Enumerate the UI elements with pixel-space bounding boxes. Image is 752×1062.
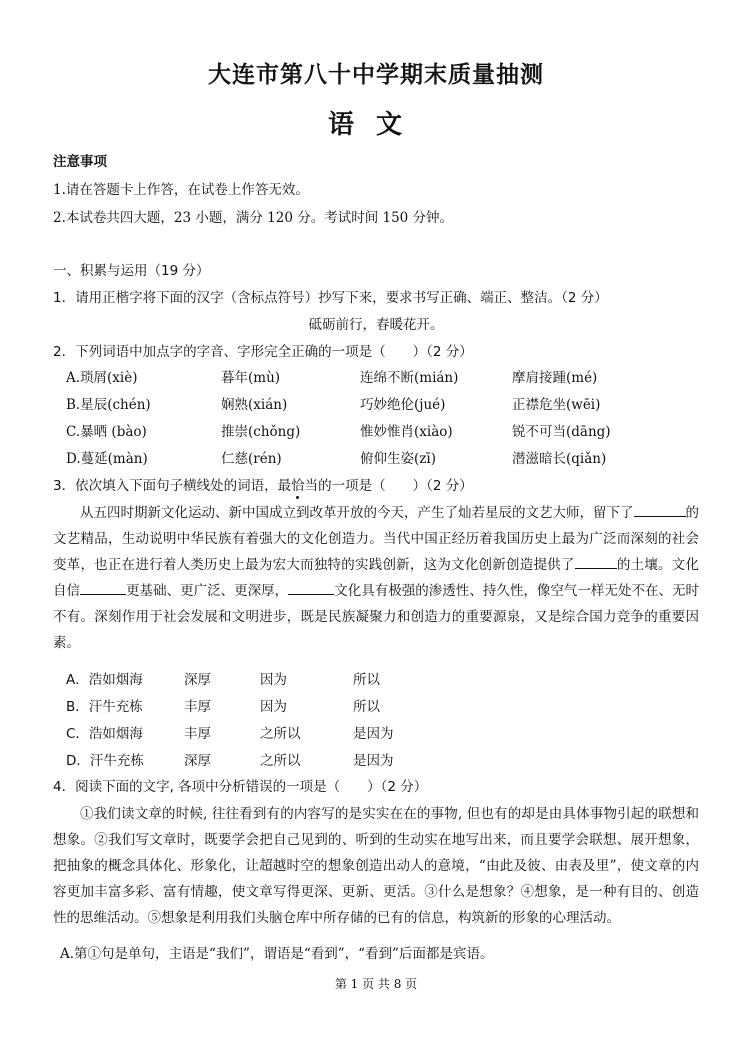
q2-c-word-4: 锐不可当(dāng) bbox=[512, 424, 611, 440]
q2-c-word-2: 推崇(chǒng) bbox=[221, 424, 301, 440]
question-3 bbox=[53, 474, 473, 494]
q4-passage: ①我们读文章的时候, 往往看到有的内容写的是实实在在的事物, 但也有的却是由具体事物引起的联想和想象。②我们写文章时，既要学会把自己见到的、听到的生动实在地写出来，而且要学会联想、展开想象，把抽象的概念具体化、形象化，让超越时空的想象创造出动人的意境，“由此及彼、由表及里”，使文章的内容更加丰富多彩、富有情趣，使文章写得更深、更新、更活。③什么是想象？④想象，是一种有目的、创造性的思维活动。⑤想象是利用我们头脑仓库中所存储的已有的信息，构筑新的形象的心理活动。 bbox=[53, 806, 699, 926]
q3-d-word-4: 是因为 bbox=[353, 753, 394, 769]
q2-d-word-2: 仁慈(rén) bbox=[221, 451, 282, 467]
q2-option-b bbox=[66, 393, 706, 413]
q3-text-post: 当的一项是（ ）（2 分） bbox=[304, 478, 473, 494]
q2-a-word-3: 连绵不断(mián) bbox=[360, 370, 459, 386]
q2-b-word-1: B.星辰(chén) bbox=[66, 397, 151, 413]
q3-passage-part-2: 的文艺精品，生动说明中华民族有着强大的文化创造力。当代中国正经历着我国历史上最为广泛而深刻的社会变革，也正在进行着人类历史上最为宏大而独特的实践创新，这为文化创新创造提供了 bbox=[53, 505, 699, 573]
q3-option-d bbox=[66, 749, 706, 769]
q2-c-word-1: C.暴晒 (bào) bbox=[66, 424, 147, 440]
q3-option-c bbox=[66, 722, 706, 742]
q2-d-word-1: D.蔓延(màn) bbox=[66, 451, 148, 467]
notice-heading: 注意事项 bbox=[53, 154, 107, 170]
q3-option-a bbox=[66, 668, 706, 688]
q3-d-word-1: D．汗牛充栋 bbox=[66, 753, 144, 769]
q2-b-word-3: 巧妙绝伦(jué) bbox=[360, 397, 446, 413]
q3-passage bbox=[53, 500, 699, 656]
q2-b-word-4: 正襟危坐(wēi) bbox=[512, 397, 601, 413]
q2-d-word-4: 潜滋暗长(qiǎn) bbox=[512, 451, 607, 467]
question-2: 2．下列词语中加点字的字音、字形完全正确的一项是（ ）（2 分） bbox=[53, 344, 473, 360]
q3-c-word-4: 是因为 bbox=[353, 726, 394, 742]
q3-c-word-3: 之所以 bbox=[260, 726, 301, 742]
q3-blank-2 bbox=[575, 554, 617, 569]
subject-title: 语文 bbox=[327, 110, 424, 140]
q2-option-d bbox=[66, 447, 706, 467]
q3-a-word-1: A．浩如烟海 bbox=[66, 672, 143, 688]
q2-b-word-2: 娴熟(xián) bbox=[221, 397, 288, 413]
q3-d-word-2: 深厚 bbox=[184, 753, 211, 769]
q3-passage-part-5: 文化具有极强的渗透性、持久性，像空气一样无处不在、无时不有。深刻作用于社会发展和文明进步，既是民族凝聚力和创造力的重要源泉，又是综合国力竞争的重要因素。 bbox=[53, 583, 700, 651]
q3-passage-part-3: 的土壤。文化自信 bbox=[53, 557, 700, 599]
q3-c-word-2: 丰厚 bbox=[184, 726, 211, 742]
copy-phrase: 砥砺前行，春暖花开。 bbox=[308, 317, 444, 333]
exam-title: 大连市第八十中学期末质量抽测 bbox=[208, 61, 544, 88]
q3-passage-part-1: 从五四时期新文化运动、新中国成立到改革开放的今天，产生了灿若星辰的文艺大师，留下了 bbox=[80, 505, 634, 521]
q2-d-word-3: 俯仰生姿(zī) bbox=[360, 451, 436, 467]
q3-blank-3 bbox=[80, 580, 126, 595]
question-1: 1．请用正楷字将下面的汉字（含标点符号）抄写下来，要求书写正确、端正、整洁。（2 分） bbox=[53, 290, 608, 306]
page-footer: 第 1 页 共 8 页 bbox=[334, 977, 418, 991]
q3-blank-1 bbox=[634, 502, 686, 517]
q2-a-word-4: 摩肩接踵(mé) bbox=[512, 370, 598, 386]
q3-passage-part-4: 更基础、更广泛、更深厚， bbox=[126, 583, 289, 599]
section-1-heading: 一、积累与运用（19 分） bbox=[53, 263, 210, 279]
q2-c-word-3: 惟妙惟肖(xiào) bbox=[360, 424, 453, 440]
q3-b-word-4: 所以 bbox=[353, 699, 380, 715]
notice-item-2: 2.本试卷共四大题，23 小题，满分 120 分。考试时间 150 分钟。 bbox=[53, 210, 454, 226]
q3-d-word-3: 之所以 bbox=[260, 753, 301, 769]
q3-dotted-char: 恰 bbox=[291, 478, 305, 494]
question-4: 4．阅读下面的文字, 各项中分析错误的一项是（ ）（2 分） bbox=[53, 779, 428, 795]
q3-b-word-1: B．汗牛充栋 bbox=[66, 699, 143, 715]
q3-b-word-3: 因为 bbox=[260, 699, 287, 715]
q3-c-word-1: C．浩如烟海 bbox=[66, 726, 143, 742]
q4-option-a: A.第①句是单句，主语是“我们”，谓语是“看到”，“看到”后面都是宾语。 bbox=[60, 946, 494, 962]
q2-a-word-1: A.琐屑(xiè) bbox=[66, 370, 138, 386]
q2-option-c bbox=[66, 420, 706, 440]
q3-blank-4 bbox=[288, 580, 334, 595]
q3-a-word-4: 所以 bbox=[353, 672, 380, 688]
q3-b-word-2: 丰厚 bbox=[184, 699, 211, 715]
q3-option-b bbox=[66, 695, 706, 715]
q3-a-word-3: 因为 bbox=[260, 672, 287, 688]
q2-a-word-2: 暮年(mù) bbox=[221, 370, 281, 386]
q3-a-word-2: 深厚 bbox=[184, 672, 211, 688]
q3-text-pre: 3．依次填入下面句子横线处的词语，最 bbox=[53, 478, 292, 494]
q2-option-a bbox=[66, 366, 706, 386]
notice-item-1: 1.请在答题卡上作答，在试卷上作答无效。 bbox=[53, 182, 309, 198]
